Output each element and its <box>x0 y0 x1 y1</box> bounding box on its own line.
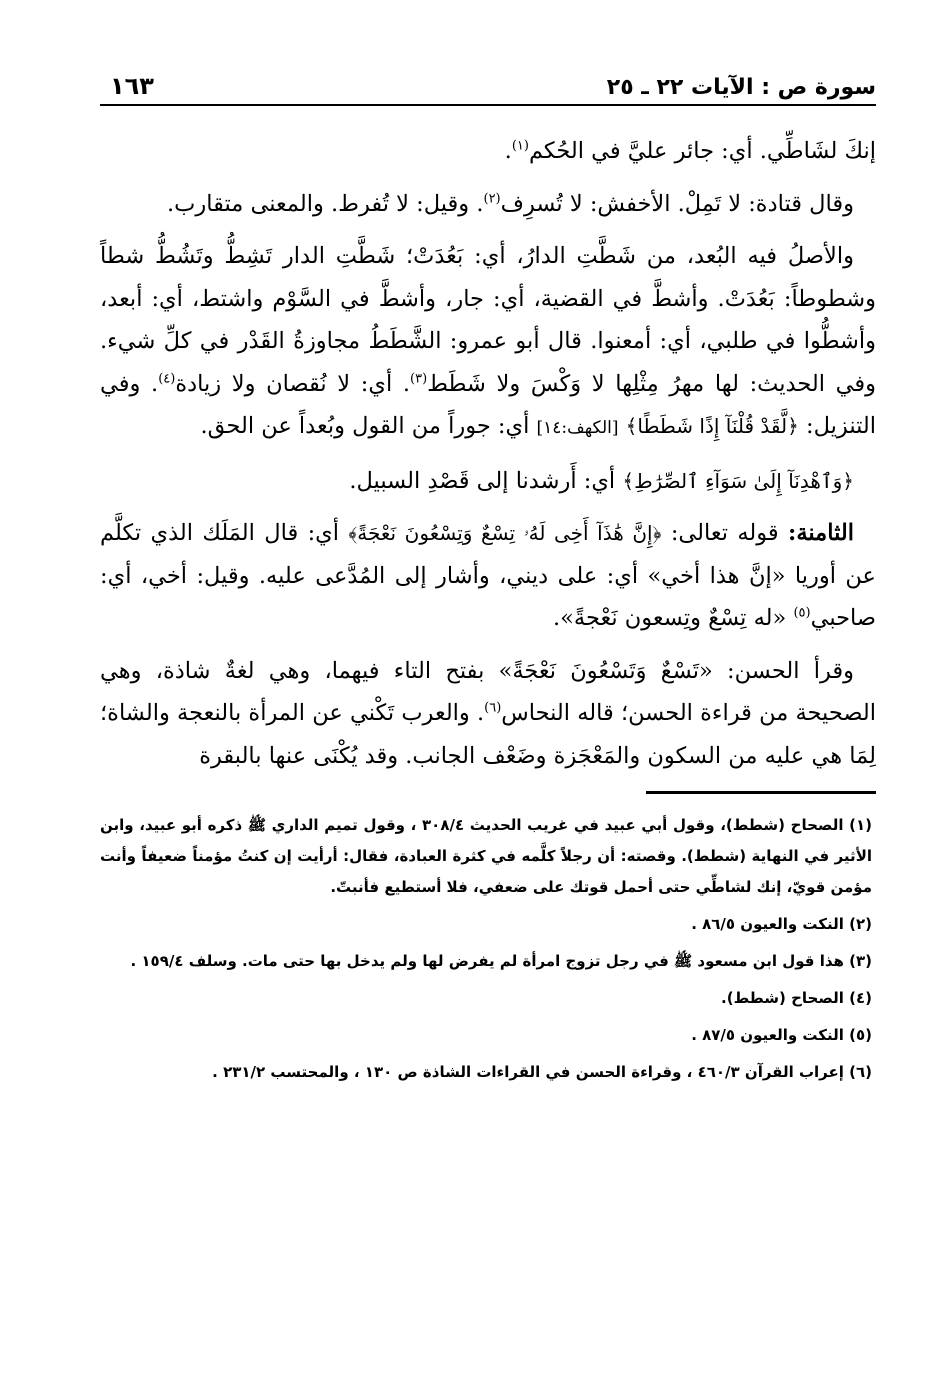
footnote-5: (٥) النكت والعيون ٨٧/٥ . <box>691 1026 872 1044</box>
text: أي: جوراً من القول وبُعداً عن الحق. <box>200 413 530 439</box>
paragraph-5 <box>100 512 876 640</box>
page-number: ١٦٣ <box>110 72 154 100</box>
footnote-ref-3[interactable]: (٣) <box>410 371 428 386</box>
footnote-divider <box>646 791 876 794</box>
quran-verse: ﴿إِنَّ هَٰذَآ أَخِى لَهُۥ تِسْعٌ وَتِسْعُونَ نَعْجَةً﴾ <box>348 521 662 545</box>
header-title: سورة ص : الآيات ٢٢ ـ ٢٥ <box>606 75 876 100</box>
quran-verse: ﴿وَٱهْدِنَآ إِلَىٰ سَوَآءِ ٱلصِّرَٰطِ﴾ <box>622 468 854 493</box>
text: . <box>504 138 512 164</box>
footnote-ref-5[interactable]: (٥) <box>793 605 811 621</box>
text: «له تِسْعٌ وتِسعون نَعْجةً». <box>553 605 787 631</box>
paragraph-2 <box>100 183 876 226</box>
book-page <box>100 66 876 1094</box>
paragraph-6 <box>100 650 876 778</box>
text: . والعرب تَكْني عن المرأة بالنعجة والشاة؛ لِمَا هي عليه من السكون والمَعْجَزة وضَعْف الجانب. وقد يُكْنَى عنها بالبقرة <box>100 700 876 769</box>
text: إنكَ لشَاطِّي. أي: جائر عليَّ في الحُكم <box>528 138 876 164</box>
text: . أي: لا نُقصان ولا زيادة <box>175 370 411 397</box>
footnote-1: (١) الصحاح (شطط)، وقول أبي عبيد في غريب الحديث ٣٠٨/٤ ، وقول تميم الداري ﷺ ذكره أبو عبيد، وابن الأثير في النهاية (شطط). وقصته: أن رجلاً كلَّمه في كثرة العبادة، فقال: أرأيت إن كنتُ مؤمناً ضعيفاً وأنت مؤمن قويّ، إنك لشاطِّي حتى أحمل قوتك على ضعفي، فلا أستطيع فأنبتّ. <box>100 816 872 896</box>
running-header <box>100 66 876 106</box>
footnote-ref-4[interactable]: (٤) <box>158 371 176 386</box>
footnote-ref-1[interactable]: (١) <box>511 138 529 154</box>
text: قوله تعالى: <box>670 520 779 546</box>
footnotes <box>100 810 876 1088</box>
paragraph-3 <box>100 235 876 450</box>
quran-verse: ﴿لَّقَدْ قُلْنَآ إِذًا شَطَطًا﴾ <box>625 414 799 438</box>
footnote-2: (٢) النكت والعيون ٨٦/٥ . <box>691 915 872 933</box>
paragraph-1 <box>100 130 876 173</box>
footnote-ref-2[interactable]: (٢) <box>483 191 501 206</box>
footnote-6: (٦) إعراب القرآن ٤٦٠/٣ ، وقراءة الحسن في القراءات الشاذة ص ١٣٠ ، والمحتسب ٢٣١/٢ . <box>212 1063 872 1081</box>
text: والأصلُ فيه البُعد، من شَطَّتِ الدارُ، أي: بَعُدَتْ؛ شَطَّتِ الدار تَشِطُّ وتَشُطُّ شطاً وشطوطاً: بَعُدَتْ. وأشطَّ في القضية، أي: جار، وأشطَّ في السَّوْم واشتط، أي: أبعد، وأشطُّوا في طلبي، أي: أمعنوا. قال أبو عمرو: الشَّطَطُ مجاوزةُ القَدْر في كلِّ شيء. وفي الحديث: لها مهرُ مِثْلِها لا وَكْسَ ولا شَطَط <box>100 243 877 397</box>
text: أي: قال المَلَك الذي تكلَّم عن أوريا «إنَّ هذا أخي» أي: على ديني، وأشار إلى المُدَّعى عليه. وقيل: أخي، أي: صاحبي <box>100 520 876 631</box>
text: . وفي التنزيل: <box>100 370 876 439</box>
footnote-3: (٣) هذا قول ابن مسعود ﷺ في رجل تزوج امرأة لم يفرض لها ولم يدخل بها حتى مات. وسلف ١٥٩/٤ . <box>130 952 872 970</box>
footnote-4: (٤) الصحاح (شطط). <box>721 989 872 1007</box>
paragraph-4 <box>100 460 876 503</box>
main-text <box>100 130 876 777</box>
text: وقال قتادة: لا تَمِلْ. الأخفش: لا تُسرِف <box>500 190 854 217</box>
section-keyword: الثامنة: <box>788 520 854 546</box>
verse-citation: [الكهف:١٤] <box>536 418 619 438</box>
footnote-ref-6[interactable]: (٦) <box>484 700 502 716</box>
text: . وقيل: لا تُفرط. والمعنى متقارب. <box>167 190 484 217</box>
text: وقرأ الحسن: «تَسْعٌ وَتَسْعُونَ نَعْجَةً» بفتح التاء فيهما، وهي لغةٌ شاذة، وهي الصحيحة من قراءة الحسن؛ قاله النحاس <box>100 657 876 726</box>
text: أي: أَرشدنا إلى قَصْدِ السبيل. <box>349 467 616 494</box>
